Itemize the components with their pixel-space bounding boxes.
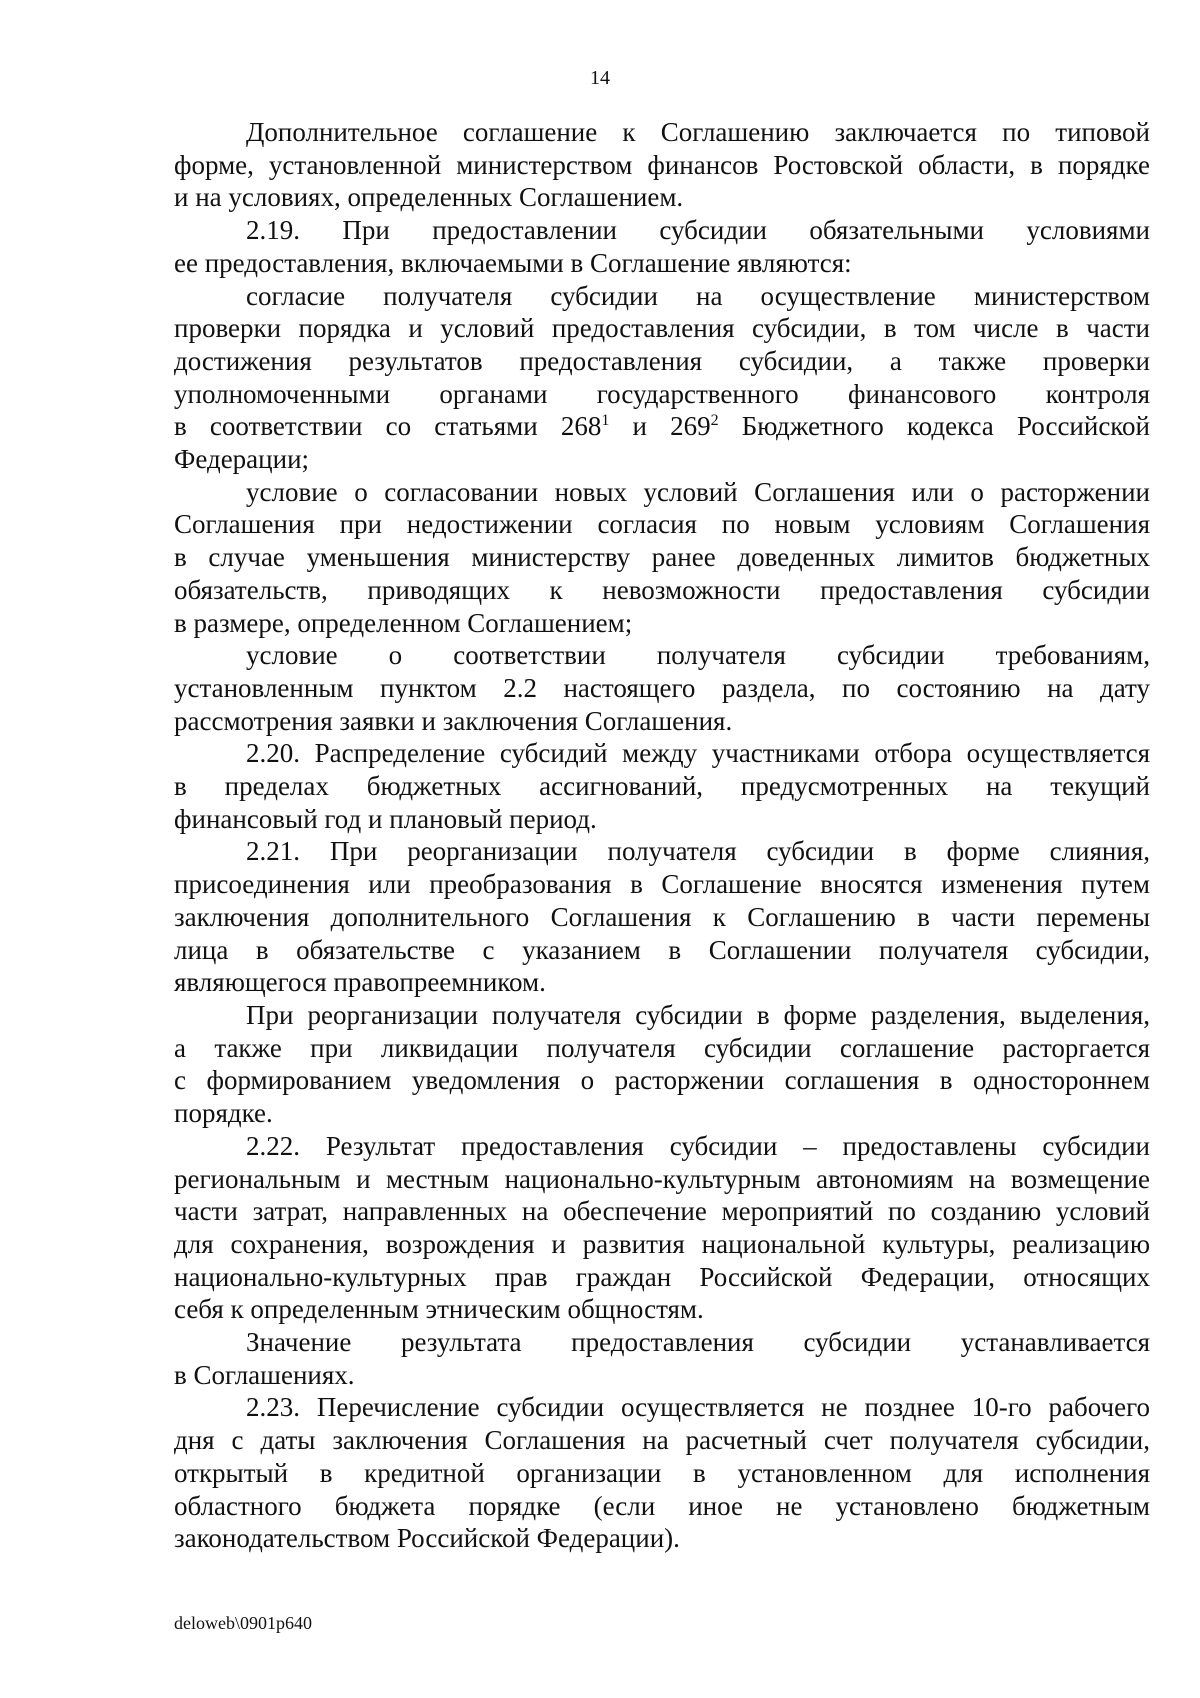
text-line: заключения дополнительного Соглашения к Соглашению в части перемены xyxy=(174,901,1150,932)
text-line: 2.19. При предоставлении субсидии обязательными условиями xyxy=(246,215,1150,246)
text-line: в случае уменьшения министерству ранее доведенных лимитов бюджетных xyxy=(174,542,1150,573)
text-line: лица в обязательстве с указанием в Соглашении получателя субсидии, xyxy=(174,934,1150,965)
text-line: открытый в кредитной организации в установленном для исполнения xyxy=(174,1457,1150,1488)
text-line: обязательств, приводящих к невозможности предоставления субсидии xyxy=(174,574,1150,605)
text-line: рассмотрения заявки и заключения Соглашения. xyxy=(174,705,733,736)
text-line: условие о соответствии получателя субсидии требованиям, xyxy=(246,640,1150,671)
text-line: проверки порядка и условий предоставления субсидии, в том числе в части xyxy=(174,313,1150,344)
text-line: 2.22. Результат предоставления субсидии – предоставлены субсидии xyxy=(246,1130,1150,1161)
text-line: себя к определенным этническим общностям. xyxy=(174,1294,704,1325)
text-line-with-superscripts xyxy=(174,410,1150,443)
text-line: согласие получателя субсидии на осуществление министерством xyxy=(246,280,1150,311)
paragraph-2-19 xyxy=(174,214,1150,279)
paragraph-consent-condition xyxy=(174,280,1150,476)
text-line: условие о согласовании новых условий Соглашения или о расторжении xyxy=(246,476,1150,507)
text-line: Дополнительное соглашение к Соглашению заключается по типовой xyxy=(246,117,1150,147)
text-line: областного бюджета порядке (если иное не установлено бюджетным xyxy=(174,1490,1150,1521)
text-line: 2.20. Распределение субсидий между участниками отбора осуществляется xyxy=(246,738,1150,769)
document-footer-code: deloweb\0901p640 xyxy=(174,1613,312,1633)
text-line: порядке. xyxy=(174,1098,273,1129)
text-line: Федерации; xyxy=(174,444,310,475)
text-line: дня с даты заключения Соглашения на расчетный счет получателя субсидии, xyxy=(174,1425,1150,1456)
line-segment: Бюджетного кодекса Российской xyxy=(718,411,1151,442)
paragraph-limits-condition xyxy=(174,476,1150,640)
text-line: региональным и местным национально-культурным автономиям на возмещение xyxy=(174,1163,1150,1194)
text-line: являющегося правопреемником. xyxy=(174,967,546,998)
page-number: 14 xyxy=(590,67,610,89)
text-line: установленным пунктом 2.2 настоящего раздела, по состоянию на дату xyxy=(174,672,1150,703)
paragraph-additional-agreement xyxy=(174,116,1150,214)
superscript: 1 xyxy=(601,412,610,430)
text-line: части затрат, направленных на обеспечение мероприятий по созданию условий xyxy=(174,1196,1150,1227)
text-line: присоединения или преобразования в Соглашение вносятся изменения путем xyxy=(174,869,1150,900)
paragraph-result-value xyxy=(174,1326,1150,1391)
text-line: для сохранения, возрождения и развития национальной культуры, реализацию xyxy=(174,1228,1150,1259)
superscript: 2 xyxy=(710,412,719,430)
text-line: национально-культурных прав граждан Российской Федерации, относящих xyxy=(174,1261,1150,1292)
text-line: в размере, определенном Соглашением; xyxy=(174,607,633,638)
paragraph-2-21 xyxy=(174,835,1150,999)
text-line: уполномоченными органами государственного финансового контроля xyxy=(174,378,1150,409)
text-line: с формированием уведомления о расторжении соглашения в одностороннем xyxy=(174,1065,1150,1096)
line-segment: в соответствии со статьями 268 xyxy=(174,411,602,442)
text-line: ее предоставления, включаемыми в Соглашение являются: xyxy=(174,247,852,278)
text-line: законодательством Российской Федерации). xyxy=(174,1523,680,1554)
text-line: Значение результата предоставления субсидии устанавливается xyxy=(246,1327,1150,1358)
text-line: Соглашения при недостижении согласия по новым условиям Соглашения xyxy=(174,509,1150,540)
text-line: в Соглашениях. xyxy=(174,1359,355,1390)
paragraph-requirements-condition xyxy=(174,639,1150,737)
text-line: финансовый год и плановый период. xyxy=(174,803,597,834)
paragraph-2-23 xyxy=(174,1391,1150,1555)
paragraph-2-20 xyxy=(174,737,1150,835)
text-line: 2.23. Перечисление субсидии осуществляется не позднее 10-го рабочего xyxy=(246,1392,1150,1423)
text-line: При реорганизации получателя субсидии в форме разделения, выделения, xyxy=(246,999,1150,1030)
text-line: 2.21. При реорганизации получателя субсидии в форме слияния, xyxy=(246,836,1150,867)
text-line: а также при ликвидации получателя субсидии соглашение расторгается xyxy=(174,1032,1150,1063)
paragraph-2-22 xyxy=(174,1130,1150,1326)
text-line: в пределах бюджетных ассигнований, предусмотренных на текущий xyxy=(174,771,1150,802)
text-line: форме, установленной министерством финансов Ростовской области, в порядке xyxy=(174,149,1150,180)
paragraph-reorganization-liquidation xyxy=(174,999,1150,1130)
text-line: достижения результатов предоставления субсидии, а также проверки xyxy=(174,345,1150,376)
text-line: и на условиях, определенных Соглашением. xyxy=(174,182,684,213)
document-body xyxy=(174,116,1150,1555)
line-segment: и 269 xyxy=(609,411,711,442)
